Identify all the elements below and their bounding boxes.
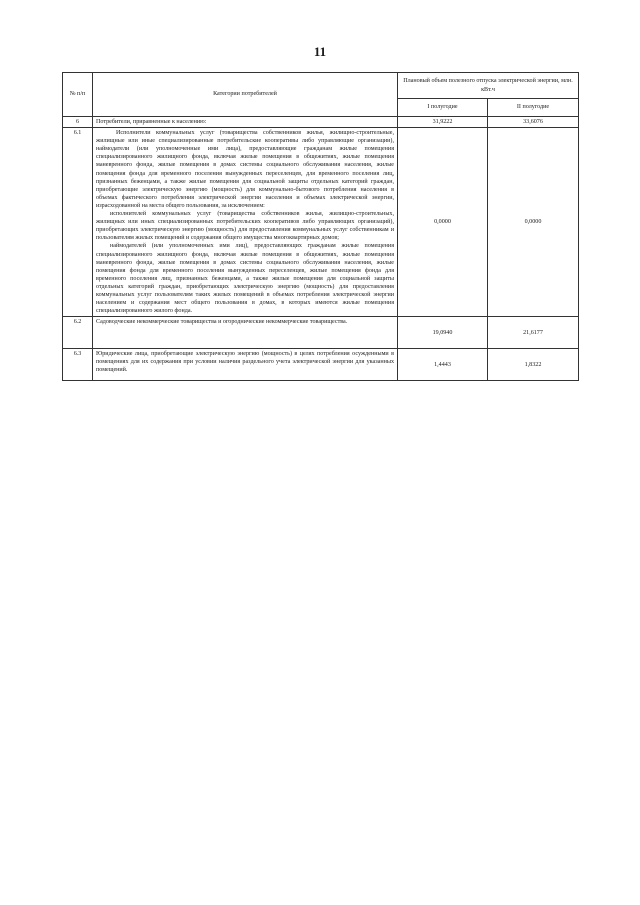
row-category [93, 349, 398, 381]
row-category [93, 117, 398, 128]
value-half-1: 19,0940 [398, 317, 488, 349]
header-volume: Плановый объем полезного отпуска электрической энергии, млн. кВт.ч [398, 73, 579, 99]
table-row [63, 128, 579, 317]
category-paragraph: Потребители, приравненные к населению: [96, 119, 207, 125]
header-num: № п/п [63, 73, 93, 117]
category-paragraph: исполнителей коммунальных услуг (товарищества собственников жилья, жилищно-строительных, жилищных или иных специализированных потребительских кооперативов либо управляющих организаций), приобретающих электрическую энергию (мощность) для предоставления коммунальных услуг собственникам и пользователям жилых помещений и содержания общего имущества многоквартирных домов; [96, 211, 394, 242]
category-paragraph: Исполнители коммунальных услуг (товарищества собственников жилья, жилищно-строительные, жилищные или иные специализированные потребительские кооперативы либо управляющие организации), наймодатели (или уполномоченные ими лица), предоставляющие гражданам жилые помещения специализированного жилищного фонда, включая жилые помещения в общежитиях, жилые помещения маневренного фонда, жилые помещения в домах системы социального обслуживания населения, жилые помещения фонда для временного поселения вынужденных переселенцев, для временного поселения лиц, признанных беженцами, а также жилые помещения для социальной защиты отдельных категорий граждан, приобретающие электрическую энергию (мощность) для коммунально-бытового потребления населения в объемах фактического потребления электрической энергии населения и объемах электрической энергии, израсходованной на места общего пользования, за исключением: [96, 130, 394, 209]
category-paragraph: наймодателей (или уполномоченных ими лиц), предоставляющих гражданам жилые помещения специализированного жилищного фонда, включая жилые помещения в общежитиях, жилые помещения маневренного фонда, жилые помещения в домах системы социального обслуживания населения, жилые помещения фонда для временного поселения вынужденных переселенцев, жилые помещения фонда для временного поселения лиц, признанных беженцами, а также жилые помещения для социальной защиты отдельных категорий граждан, приобретающих электрическую энергию (мощность) для предоставления коммунальных услуг пользователям таких жилых помещений в объемах потребления электрической энергии населением и содержания мест общего пользования в домах, в которых имеются жилые помещения специализированного жилого фонда. [96, 243, 394, 315]
row-number: 6 [63, 117, 93, 128]
row-number: 6.2 [63, 317, 93, 349]
value-half-2: 1,8322 [488, 349, 579, 381]
value-half-2: 21,6177 [488, 317, 579, 349]
header-category: Категории потребителей [93, 73, 398, 117]
header-half-1: I полугодие [398, 99, 488, 117]
row-number: 6.3 [63, 349, 93, 381]
consumption-table [62, 72, 579, 381]
value-half-2: 0,0000 [488, 128, 579, 317]
header-half-2: II полугодие [488, 99, 579, 117]
table-row [63, 349, 579, 381]
value-half-1: 0,0000 [398, 128, 488, 317]
value-half-1: 1,4443 [398, 349, 488, 381]
row-category [93, 128, 398, 317]
row-number: 6.1 [63, 128, 93, 317]
table-row [63, 117, 579, 128]
value-half-1: 31,9222 [398, 117, 488, 128]
value-half-2: 33,6076 [488, 117, 579, 128]
category-paragraph: Юридические лица, приобретающие электрическую энергию (мощность) в целях потребления осужденными в помещениях для их содержания при условии наличия раздельного учета электрической энергии для указанных помещений. [96, 351, 394, 374]
page-number: 11 [313, 44, 327, 59]
category-paragraph: Садоводческие некоммерческие товарищества и огороднические некоммерческие товарищества. [96, 319, 348, 326]
row-category [93, 317, 398, 349]
table-row [63, 317, 579, 349]
